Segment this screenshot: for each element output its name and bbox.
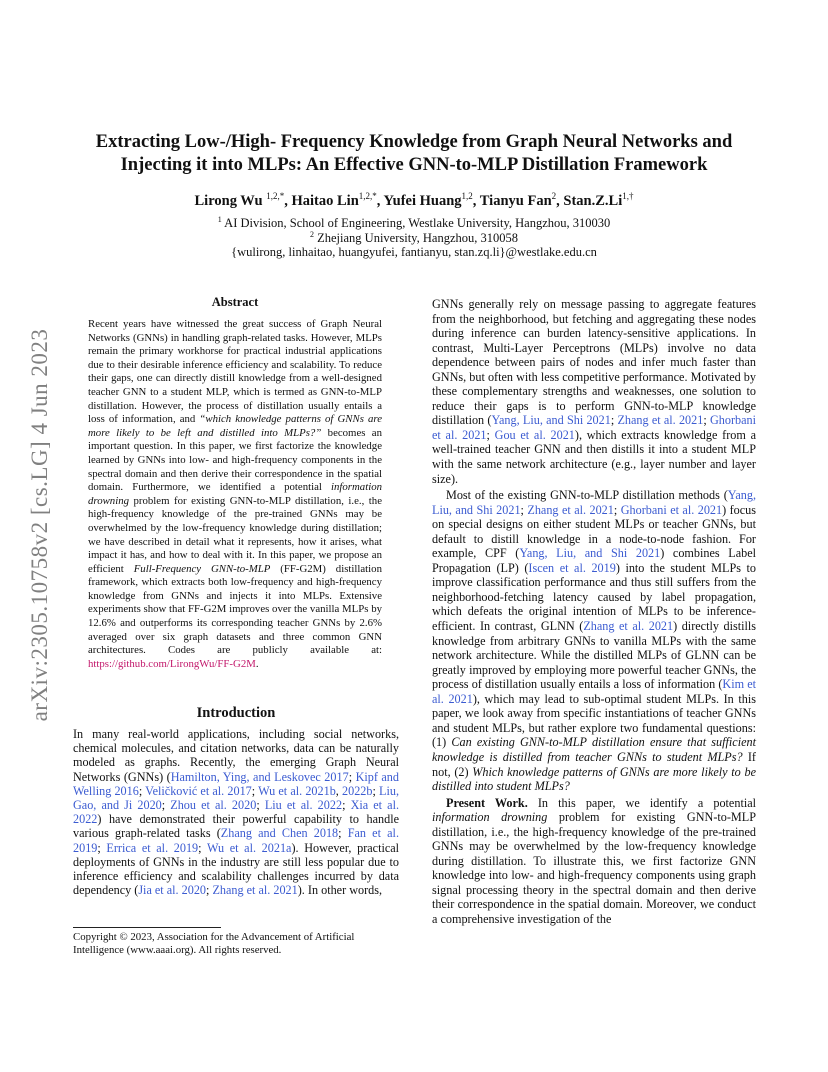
abstract-text: becomes an important question. In this paper, we first factorize the knowledge learned by GNNs into low- and high-frequency components in the spectral domain and then derive their correspondence in the spatial domain. Furthermore, we identified a potential [88,426,382,494]
body-text: ). In other words, [297,883,383,898]
author-list: Lirong Wu $^{1,2,*}$, Haitao Lin$^{1,2,*}$, Yufei Huang$^{1,2}$, Tianyu Fan$^2$, $Stan.Z.Li^{1,\dagger}$ [194,191,634,209]
author-name: Haitao Lin [291,192,359,209]
citation-link[interactable]: Kipf and Welling 2016 [73,769,399,798]
abstract-heading: Abstract [211,295,259,309]
body-paragraph [432,297,756,486]
abstract-question: “which knowledge patterns of GNNs are more likely to be left and distilled into MLPs?” [88,413,382,439]
body-text: ), which may lead to sub-optimal student MLPs. In this paper, we look away from specific instantiations of teacher GNNs and student MLPs, but rather explore two fundamental questions: (1) [432,691,756,750]
paragraph-lead-label: Present Work. [446,795,528,810]
body-text: problem for existing GNN-to-MLP distillation, i.e., the high-frequency knowledge of the pre-trained GNNs may be overwhelmed by the low-frequency knowledge during distillation. To illustrate this, we first factorize GNN knowledge into low- and high-frequency components using graph signal processing theory in the spectral domain and then derive their correspondence in the spatial domain. Moreover, we conduct a comprehensive investigation of the [432,810,756,926]
body-text: ; [338,826,348,841]
author-affiliation-mark: 1,2,* [358,191,377,201]
paper-title [70,131,758,177]
citation-link[interactable]: Gou et al. 2021 [494,427,575,442]
body-text: ; [206,883,213,898]
key-term: information drowning [432,810,548,825]
author-name: Lirong Wu [194,192,263,209]
author-name: Stan.Z.Li [563,192,623,209]
body-text: ; [342,798,351,813]
body-text: ; [520,502,528,517]
author-affiliation-mark: 1,† [622,191,634,201]
citation-link[interactable]: Yang, Liu, and Shi 2021 [491,413,611,428]
author-affiliation-mark: 1,2,* [266,191,285,201]
body-paragraph [432,796,756,927]
author-name: Yufei Huang [383,192,462,209]
body-text: ; [613,502,621,517]
body-text: ). However, practical deployments of GNNs in the industry are still less popular due to inference efficiency and scalability challenges incurred by data dependency ( [73,840,400,898]
affiliation-text: AI Division, School of Engineering, Westlake University, Hangzhou, 310030 [224,216,611,231]
research-question: Which knowledge patterns of GNNs are more likely to be distilled into student MLPs? [432,764,756,794]
abstract-term: information drowning [88,481,382,507]
author-affiliation-mark: 2 [551,191,557,201]
citation-link[interactable]: Liu, Gao, and Ji 2020 [73,783,400,813]
abstract-text: (FF-G2M) distillation framework, which extracts both low-frequency and high-frequency knowledge from GNNs and injects it into MLPs. Extensive experiments show that FF-G2M improves over the vanilla MLPs by 12.6% and outperforms its corresponding teacher GNNs by 2.6% averaged over six graph datasets and three common GNN architectures. Codes are publicly available at: [88,562,382,657]
body-text: ; [138,783,146,798]
title-line-1: Extracting Low-/High- Frequency Knowledge from Graph Neural Networks and [95,132,733,152]
citation-link[interactable]: Yang, Liu, and Shi 2021 [432,488,756,517]
right-column-body [432,297,756,927]
citation-link[interactable]: Hamilton, Ying, and Leskovec 2017 [170,769,349,784]
introduction-heading: Introduction [196,705,276,721]
citation-link[interactable]: Yang, Liu, and Shi 2021 [519,546,661,561]
citation-link[interactable]: Jia et al. 2020 [138,883,207,898]
body-text: In many real-world applications, including social networks, chemical molecules, and citation networks, data can be naturally modeled as graphs. Recently, the emerging Graph Neural Networks (GNNs) ( [73,727,399,784]
body-text: Most of the existing GNN-to-MLP distillation methods ( [446,488,728,503]
citation-link[interactable]: Xia et al. 2022 [73,798,400,827]
code-url-link[interactable]: https://github.com/LirongWu/FF-G2M [88,657,256,670]
affiliation-mark: 1 [217,215,222,224]
body-text: GNNs generally rely on message passing to aggregate features from the neighborhood, but fetching and aggregating these nodes during inference can burden latency-sensitive applications. In contrast, Multi-Layer Perceptrons (MLPs) involve no data dependence between pairs of nodes and infer much faster than GNNs, but often with less competitive performance. Motivated by these complementary strengths and weaknesses, one solution to reduce their gaps is to perform GNN-to-MLP knowledge distillation ( [432,297,756,428]
citation-link[interactable]: Ghorbani et al. 2021 [620,502,723,517]
affiliation-mark: 2 [309,230,314,239]
citation-link[interactable]: Zhang and Chen 2018 [220,826,339,841]
author-name: Tianyu Fan [479,192,552,209]
body-text: ; [610,413,618,428]
abstract-text: problem for existing GNN-to-MLP distillation, i.e., the high-frequency knowledge of the pre-trained GNNs may be overwhelmed by the low-frequency knowledge during distillation; we have described in detail what it represents, how it arises, what impact it has, and how to deal with it. In this paper, we propose an efficient [88,494,382,575]
body-text: ; [372,783,380,798]
citation-link[interactable]: 2022b [342,783,373,798]
abstract-text: Recent years have witnessed the great success of Graph Neural Networks (GNNs) in handling graph-related tasks. However, MLPs remain the primary workhorse for practical industrial applications due to their desirable inference efficiency and scalability. To reduce their gaps, one can directly distill knowledge from a well-designed teacher GNN to a student MLP, which is termed as GNN-to-MLP distillation. However, the process of distillation usually entails a loss of information, and [88,318,382,426]
citation-link[interactable]: Zhang et al. 2021 [583,619,674,634]
citation-link[interactable]: Fan et al. 2019 [73,826,399,855]
copyright-notice: Copyright © 2023, Association for the Advancement of Artificial Intelligence (www.aaai.org). All rights reserved. [73,931,355,956]
citation-link[interactable]: Zhang et al. 2021 [617,413,704,428]
title-line-2: Injecting it into MLPs: An Effective GNN-to-MLP Distillation Framework [120,155,708,175]
body-text: ; [251,783,259,798]
body-text: ), which extracts knowledge from a well-trained teacher GNN and then distills it into a student MLP with the same network architecture (e.g., layer number and layer size). [432,427,756,486]
author-emails: {wulirong, linhaitao, huangyufei, fantianyu, stan.zq.li}@westlake.edu.cn [231,245,597,259]
citation-link[interactable]: Errica et al. 2019 [106,840,199,855]
footnote-divider [73,927,221,928]
body-text: If not, (2) [432,749,756,779]
affiliation-2 [70,230,758,246]
introduction-paragraph [73,727,399,897]
body-text: ) have demonstrated their powerful capability to handle various graph-related tasks ( [73,812,399,841]
body-text: ) combines Label Propagation (LP) ( [432,546,757,575]
body-text: ; [486,427,495,442]
affiliation-1 [70,215,758,231]
arxiv-identifier[interactable]: arXiv:2305.10758v2 [cs.LG] 4 Jun 2023 [27,328,52,722]
body-text: ) into the student MLPs to improve classification performance and thus still suffers from the neighborhood-fetching latency caused by label propagation, which defeats the original intention of MLPs to be inference-efficient. In contrast, GLNN ( [432,560,757,634]
body-text: In this paper, we identify a potential [527,795,757,810]
body-text: ; [161,798,171,813]
body-text: ; [256,798,265,813]
author-affiliation-mark: 1,2 [461,191,473,201]
body-text: ; [97,840,107,855]
body-text: ; [348,769,356,784]
body-paragraph [432,488,756,793]
body-text: ; [198,840,207,855]
abstract-text: . [255,657,259,670]
abstract-term: Full-Frequency GNN-to-MLP [133,562,271,575]
citation-link[interactable]: Zhang et al. 2021 [212,883,298,898]
body-text: ) focus on special designs on either student MLPs or teacher GNNs, but default to distill knowledge in a node-to-node fashion. For example, CPF ( [432,502,757,561]
body-text: ; [703,413,710,428]
citation-link[interactable]: Wu et al. 2021b [258,783,336,798]
body-text: ) directly distills knowledge from arbitrary GNNs to vanilla MLPs with the same network architecture. While the distilled MLPs of GLNN can be greatly improved by employing more powerful teacher GNNs, the process of distillation usually entails a loss of information ( [432,619,756,692]
citation-link[interactable]: Veličković et al. 2017 [145,783,252,798]
citation-link[interactable]: Zhou et al. 2020 [170,798,257,813]
affiliation-text: Zhejiang University, Hangzhou, 310058 [317,231,518,246]
citation-link[interactable]: Wu et al. 2021a [206,840,292,855]
abstract-paragraph [88,318,382,671]
introduction-body [73,727,399,897]
research-question: Can existing GNN-to-MLP distillation ensure that sufficient knowledge is distilled from teacher GNNs to student MLPs? [432,735,756,764]
citation-link[interactable]: Iscen et al. 2019 [528,560,616,575]
citation-link[interactable]: Kim et al. 2021 [432,677,757,706]
citation-link[interactable]: Ghorbani et al. 2021 [432,413,757,442]
abstract-body [88,318,382,671]
body-text: , [335,783,343,798]
citation-link[interactable]: Zhang et al. 2021 [527,502,614,517]
citation-link[interactable]: Liu et al. 2022 [264,798,343,813]
